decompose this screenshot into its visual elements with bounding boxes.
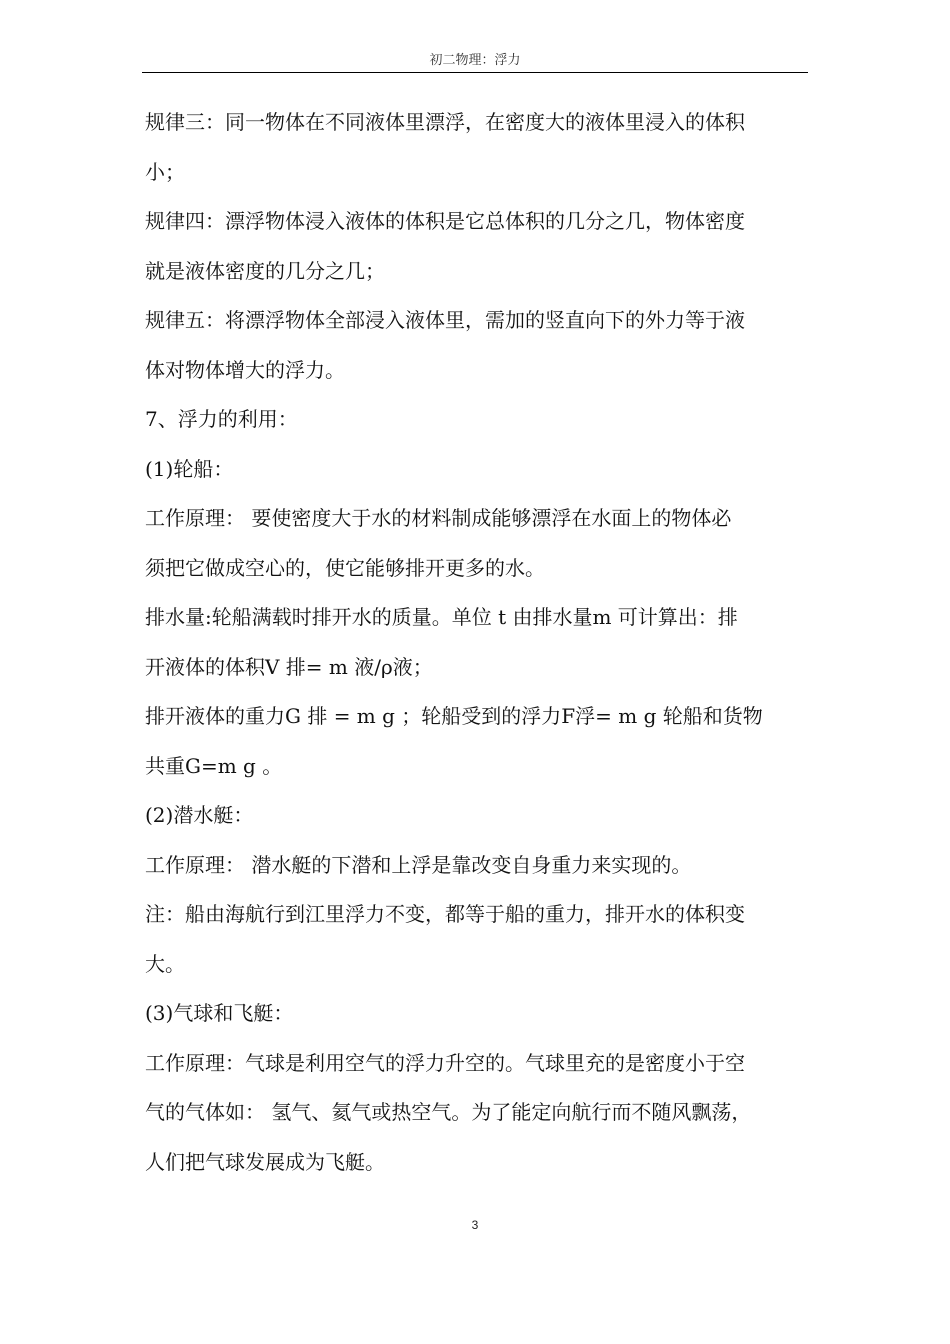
subsection-heading: (3)气球和飞艇：: [145, 1001, 294, 1025]
text-line: 共重G=m g 。: [145, 753, 283, 778]
subsection-heading: (2)潜水艇：: [145, 803, 254, 827]
text-line: 就是液体密度的几分之几；: [145, 258, 385, 283]
text-line: 气的气体如： 氢气、氦气或热空气。为了能定向航行而不随风飘荡，: [145, 1100, 752, 1124]
text-line: 排开液体的重力G 排 = m g ；轮船受到的浮力F浮= m g 轮船和货物: [145, 704, 763, 728]
document-body: [145, 98, 825, 1187]
text-line: 体对物体增大的浮力。: [145, 357, 345, 382]
page-number: 3: [471, 1218, 479, 1232]
page-header: 初二物理：浮力: [429, 53, 521, 68]
text-line: 须把它做成空心的，使它能够排开更多的水。: [145, 555, 545, 580]
text-line: 规律三：同一物体在不同液体里漂浮，在密度大的液体里浸入的体积: [145, 110, 745, 134]
text-line: 小；: [145, 159, 185, 184]
text-line: 工作原理： 要使密度大于水的材料制成能够漂浮在水面上的物体必: [145, 506, 732, 530]
text-line: 规律四：漂浮物体浸入液体的体积是它总体积的几分之几，物体密度: [145, 209, 745, 233]
text-line: 排水量:轮船满载时排开水的质量。单位 t 由排水量m 可计算出：排: [145, 605, 738, 629]
text-line: 工作原理： 潜水艇的下潜和上浮是靠改变自身重力来实现的。: [145, 852, 692, 877]
header-divider: [142, 72, 808, 73]
subsection-heading: (1)轮船：: [145, 456, 234, 481]
text-line: 人们把气球发展成为飞艇。: [145, 1149, 385, 1174]
text-line: 注：船由海航行到江里浮力不变，都等于船的重力，排开水的体积变: [145, 902, 745, 926]
text-line: 大。: [145, 951, 185, 976]
section-heading: 7、浮力的利用：: [145, 407, 298, 431]
text-line: 开液体的体积V 排= m 液/ρ液；: [145, 654, 433, 679]
text-line: 工作原理：气球是利用空气的浮力升空的。气球里充的是密度小于空: [145, 1050, 745, 1075]
text-line: 规律五：将漂浮物体全部浸入液体里，需加的竖直向下的外力等于液: [145, 308, 745, 332]
